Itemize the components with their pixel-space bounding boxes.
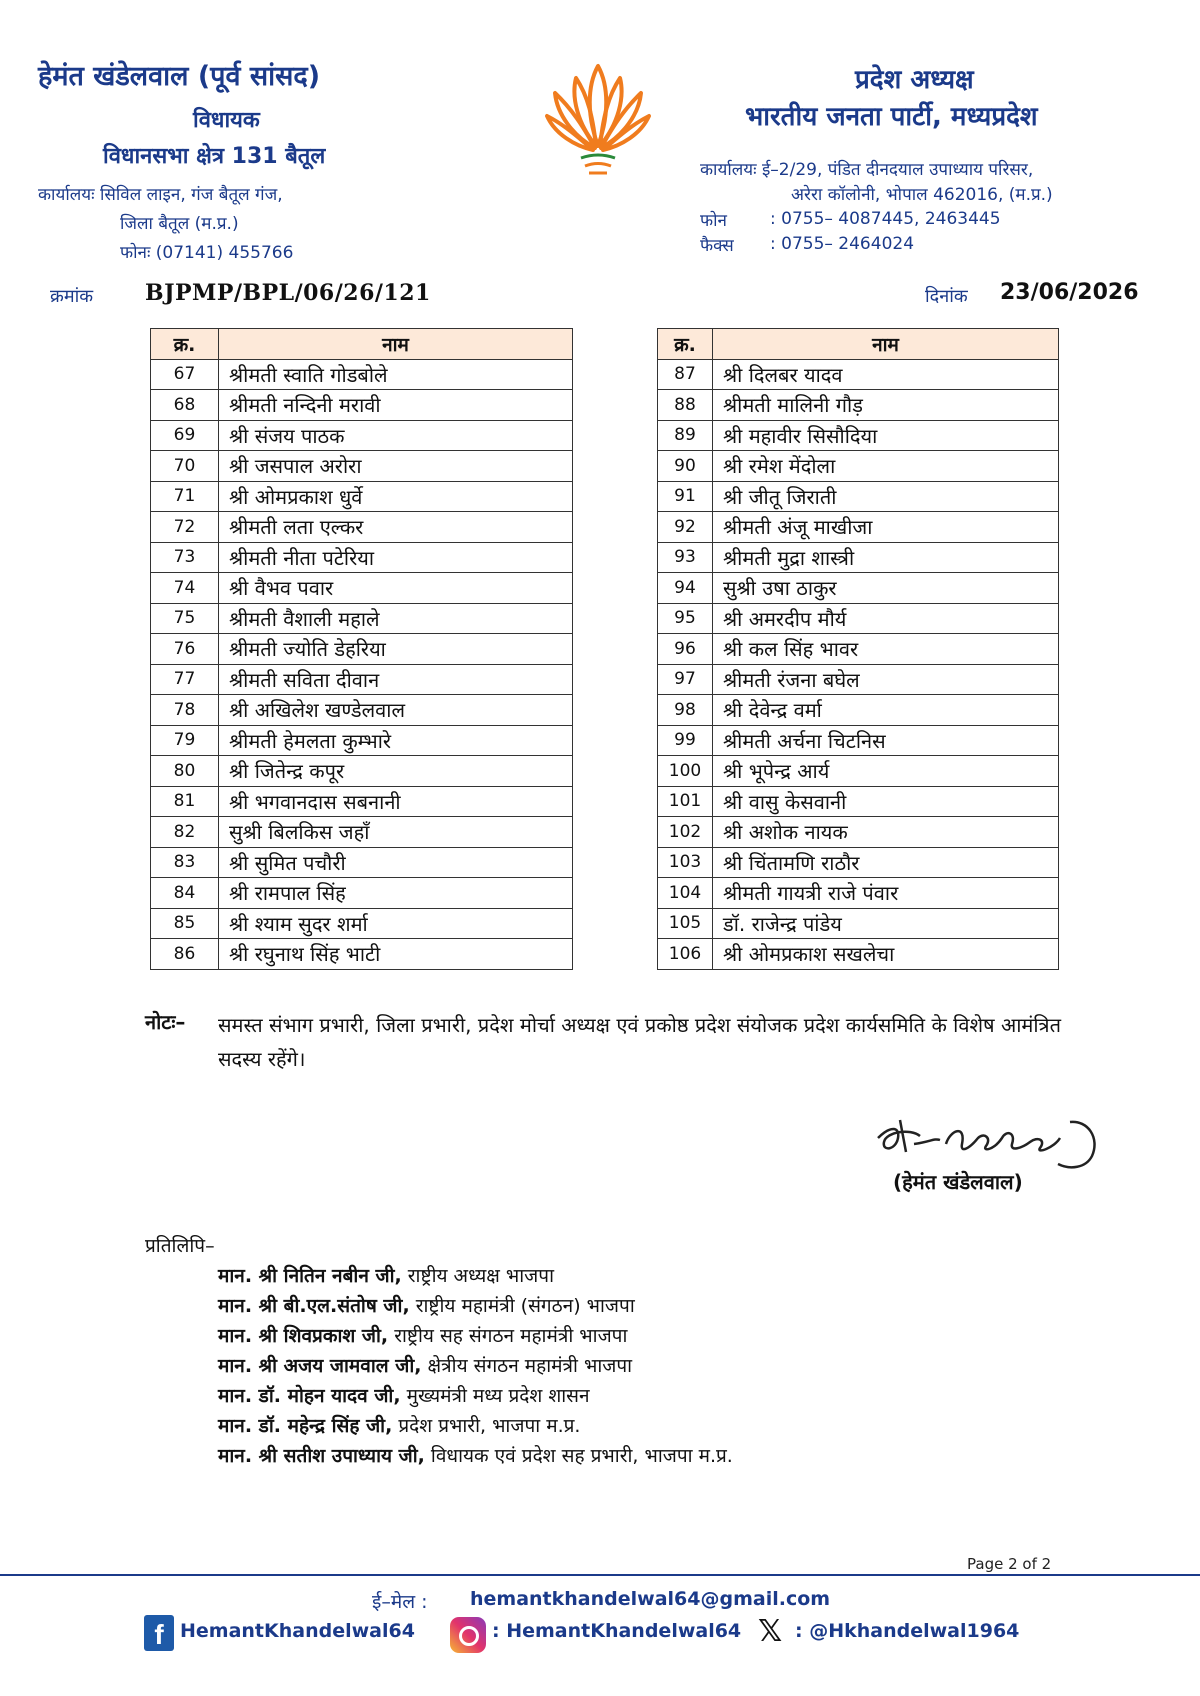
name-cell: श्री कल सिंह भावर <box>713 634 1059 665</box>
header-left-name: हेमंत खंडेलवाल (पूर्व सांसद) <box>38 61 321 92</box>
serial-cell: 80 <box>151 756 219 787</box>
copy-to-item: मान. श्री अजय जामवाल जी, क्षेत्रीय संगठन महामंत्री भाजपा <box>218 1355 633 1377</box>
name-cell: श्रीमती लता एल्कर <box>219 512 573 543</box>
table-row <box>658 603 1059 634</box>
table-row <box>151 939 573 970</box>
name-cell: श्रीमती नन्दिनी मरावी <box>219 390 573 421</box>
table-row <box>658 786 1059 817</box>
name-cell: श्री सुमित पचौरी <box>219 847 573 878</box>
note-label: नोटः– <box>145 1010 186 1034</box>
name-cell: श्री भगवानदास सबनानी <box>219 786 573 817</box>
reference-number: BJPMP/BPL/06/26/121 <box>145 280 431 306</box>
table-row <box>151 451 573 482</box>
table-row <box>658 451 1059 482</box>
footer-divider <box>0 1574 1200 1576</box>
serial-cell: 104 <box>658 878 713 909</box>
name-cell: सुश्री बिलकिस जहॉं <box>219 817 573 848</box>
x-icon[interactable]: 𝕏 <box>758 1614 783 1649</box>
serial-cell: 82 <box>151 817 219 848</box>
name-cell: श्री महावीर सिसौदिया <box>713 420 1059 451</box>
instagram-handle[interactable]: : HemantKhandelwal64 <box>492 1620 742 1642</box>
serial-cell: 77 <box>151 664 219 695</box>
serial-cell: 96 <box>658 634 713 665</box>
name-cell: सुश्री उषा ठाकुर <box>713 573 1059 604</box>
serial-cell: 74 <box>151 573 219 604</box>
copy-to-item: मान. श्री नितिन नबीन जी, राष्ट्रीय अध्यक्ष भाजपा <box>218 1265 554 1287</box>
serial-cell: 105 <box>658 908 713 939</box>
name-cell: श्री दिलबर यादव <box>713 359 1059 390</box>
name-cell: श्रीमती हेमलता कुम्भारे <box>219 725 573 756</box>
name-cell: श्रीमती अंजू माखीजा <box>713 512 1059 543</box>
serial-cell: 94 <box>658 573 713 604</box>
serial-cell: 95 <box>658 603 713 634</box>
copy-to-item: मान. श्री बी.एल.संतोष जी, राष्ट्रीय महामंत्री (संगठन) भाजपा <box>218 1295 635 1317</box>
serial-cell: 87 <box>658 359 713 390</box>
copy-to-item: मान. डॉ. मोहन यादव जी, मुख्यमंत्री मध्य प्रदेश शासन <box>218 1385 590 1407</box>
column-header-serial: क्र. <box>658 329 713 360</box>
name-cell: श्रीमती मालिनी गौड़ <box>713 390 1059 421</box>
serial-cell: 106 <box>658 939 713 970</box>
name-cell: श्री ओमप्रकाश धुर्वे <box>219 481 573 512</box>
column-header-serial: क्र. <box>151 329 219 360</box>
signatory-name: (हेमंत खंडेलवाल) <box>893 1170 1023 1194</box>
table-row <box>658 847 1059 878</box>
table-row <box>151 664 573 695</box>
serial-cell: 81 <box>151 786 219 817</box>
table-row <box>658 481 1059 512</box>
email-label: ई–मेल : <box>372 1591 428 1613</box>
serial-cell: 91 <box>658 481 713 512</box>
copy-to-item: मान. डॉ. महेन्द्र सिंह जी, प्रदेश प्रभारी, भाजपा म.प्र. <box>218 1415 581 1437</box>
serial-cell: 69 <box>151 420 219 451</box>
table-row <box>151 390 573 421</box>
date-value: 23/06/2026 <box>1000 280 1139 305</box>
name-cell: श्री चिंतामणि राठौर <box>713 847 1059 878</box>
page-number: Page 2 of 2 <box>967 1555 1052 1573</box>
table-row <box>151 695 573 726</box>
table-row <box>658 359 1059 390</box>
table-row <box>151 420 573 451</box>
serial-cell: 101 <box>658 786 713 817</box>
column-header-name: नाम <box>713 329 1059 360</box>
serial-cell: 97 <box>658 664 713 695</box>
name-cell: श्रीमती अर्चना चिटनिस <box>713 725 1059 756</box>
name-cell: श्री भूपेन्द्र आर्य <box>713 756 1059 787</box>
name-cell: डॉ. राजेन्द्र पांडेय <box>713 908 1059 939</box>
name-cell: श्री जसपाल अरोरा <box>219 451 573 482</box>
table-row <box>658 817 1059 848</box>
table-row <box>151 878 573 909</box>
column-header-name: नाम <box>219 329 573 360</box>
name-cell: श्री अमरदीप मौर्य <box>713 603 1059 634</box>
name-cell: श्री अशोक नायक <box>713 817 1059 848</box>
x-handle[interactable]: : @Hkhandelwal1964 <box>795 1620 1020 1642</box>
table-row <box>658 878 1059 909</box>
header-right-title: प्रदेश अध्यक्ष <box>855 65 974 95</box>
name-cell: श्रीमती ज्योति डेहरिया <box>219 634 573 665</box>
fax-value: : 0755– 2464024 <box>770 234 915 254</box>
table-row <box>151 725 573 756</box>
name-cell: श्री देवेन्द्र वर्मा <box>713 695 1059 726</box>
table-row <box>151 603 573 634</box>
serial-cell: 102 <box>658 817 713 848</box>
copy-to-label: प्रतिलिपि– <box>145 1235 215 1257</box>
email-link[interactable]: hemantkhandelwal64@gmail.com <box>470 1588 831 1610</box>
table-row <box>658 390 1059 421</box>
header-left-office-line1: कार्यालयः सिविल लाइन, गंज बैतूल गंज, <box>38 185 283 205</box>
table-row <box>658 420 1059 451</box>
table-row <box>658 512 1059 543</box>
serial-cell: 68 <box>151 390 219 421</box>
name-cell: श्री जीतू जिराती <box>713 481 1059 512</box>
serial-cell: 79 <box>151 725 219 756</box>
serial-cell: 76 <box>151 634 219 665</box>
header-left-role: विधायक <box>193 108 260 133</box>
table-row <box>658 939 1059 970</box>
copy-to-item: मान. श्री शिवप्रकाश जी, राष्ट्रीय सह संगठन महामंत्री भाजपा <box>218 1325 628 1347</box>
name-cell: श्री श्याम सुदर शर्मा <box>219 908 573 939</box>
phone-label: फोन <box>700 211 727 231</box>
members-table-left <box>150 328 573 970</box>
name-cell: श्री वैभव पवार <box>219 573 573 604</box>
table-row <box>151 573 573 604</box>
serial-cell: 67 <box>151 359 219 390</box>
copy-to-item: मान. श्री सतीश उपाध्याय जी, विधायक एवं प्रदेश सह प्रभारी, भाजपा म.प्र. <box>218 1445 733 1467</box>
header-left-constituency: विधानसभा क्षेत्र 131 बैतूल <box>103 144 326 169</box>
header-right-office-line1: कार्यालयः ई–2/29, पंडित दीनदयाल उपाध्याय परिसर, <box>700 160 1034 180</box>
members-table-right <box>657 328 1059 970</box>
header-right-office-line2: अरेरा कॉलोनी, भोपाल 462016, (म.प्र.) <box>791 185 1053 205</box>
serial-cell: 92 <box>658 512 713 543</box>
serial-cell: 85 <box>151 908 219 939</box>
fax-label: फैक्स <box>700 236 734 256</box>
name-cell: श्री रमेश मेंदोला <box>713 451 1059 482</box>
serial-cell: 89 <box>658 420 713 451</box>
serial-cell: 98 <box>658 695 713 726</box>
table-row <box>151 817 573 848</box>
serial-cell: 103 <box>658 847 713 878</box>
header-right-party: भारतीय जनता पार्टी, मध्यप्रदेश <box>745 102 1038 132</box>
name-cell: श्रीमती रंजना बघेल <box>713 664 1059 695</box>
serial-cell: 70 <box>151 451 219 482</box>
name-cell: श्री रघुनाथ सिंह भाटी <box>219 939 573 970</box>
table-row <box>658 664 1059 695</box>
table-row <box>658 908 1059 939</box>
serial-cell: 100 <box>658 756 713 787</box>
instagram-icon[interactable] <box>450 1617 486 1653</box>
name-cell: श्री जितेन्द्र कपूर <box>219 756 573 787</box>
phone-value: : 0755– 4087445, 2463445 <box>770 209 1001 229</box>
table-row <box>151 512 573 543</box>
serial-cell: 84 <box>151 878 219 909</box>
name-cell: श्रीमती नीता पटेरिया <box>219 542 573 573</box>
name-cell: श्री रामपाल सिंह <box>219 878 573 909</box>
table-row <box>151 908 573 939</box>
serial-cell: 75 <box>151 603 219 634</box>
name-cell: श्री वासु केसवानी <box>713 786 1059 817</box>
serial-cell: 72 <box>151 512 219 543</box>
name-cell: श्री ओमप्रकाश सखलेचा <box>713 939 1059 970</box>
header-left-phone: फोनः (07141) 455766 <box>120 243 294 263</box>
serial-cell: 83 <box>151 847 219 878</box>
serial-cell: 86 <box>151 939 219 970</box>
table-row <box>658 542 1059 573</box>
serial-cell: 99 <box>658 725 713 756</box>
table-row <box>658 573 1059 604</box>
table-row <box>151 847 573 878</box>
name-cell: श्री संजय पाठक <box>219 420 573 451</box>
lotus-logo <box>543 58 653 183</box>
serial-cell: 73 <box>151 542 219 573</box>
table-row <box>658 756 1059 787</box>
table-row <box>151 634 573 665</box>
facebook-icon[interactable]: f <box>144 1615 174 1651</box>
name-cell: श्री अखिलेश खण्डेलवाल <box>219 695 573 726</box>
date-label: दिनांक <box>925 286 968 307</box>
name-cell: श्रीमती वैशाली महाले <box>219 603 573 634</box>
table-row <box>151 359 573 390</box>
table-row <box>658 725 1059 756</box>
table-row <box>151 756 573 787</box>
reference-label: क्रमांक <box>50 286 94 307</box>
facebook-handle[interactable]: HemantKhandelwal64 <box>180 1620 415 1642</box>
name-cell: श्रीमती गायत्री राजे पंवार <box>713 878 1059 909</box>
serial-cell: 93 <box>658 542 713 573</box>
table-row <box>151 542 573 573</box>
serial-cell: 78 <box>151 695 219 726</box>
table-row <box>151 786 573 817</box>
serial-cell: 71 <box>151 481 219 512</box>
note-text: समस्त संभाग प्रभारी, जिला प्रभारी, प्रदेश मोर्चा अध्यक्ष एवं प्रकोष्ठ प्रदेश संयोजक प्रदेश कार्यसमिति के विशेष आमंत्रित सदस्य रहेंगे। <box>218 1013 1061 1071</box>
header-left-office-line2: जिला बैतूल (म.प्र.) <box>120 214 239 234</box>
table-row <box>151 481 573 512</box>
name-cell: श्रीमती सविता दीवान <box>219 664 573 695</box>
serial-cell: 90 <box>658 451 713 482</box>
name-cell: श्रीमती मुद्रा शास्त्री <box>713 542 1059 573</box>
serial-cell: 88 <box>658 390 713 421</box>
table-row <box>658 695 1059 726</box>
name-cell: श्रीमती स्वाति गोडबोले <box>219 359 573 390</box>
table-row <box>658 634 1059 665</box>
